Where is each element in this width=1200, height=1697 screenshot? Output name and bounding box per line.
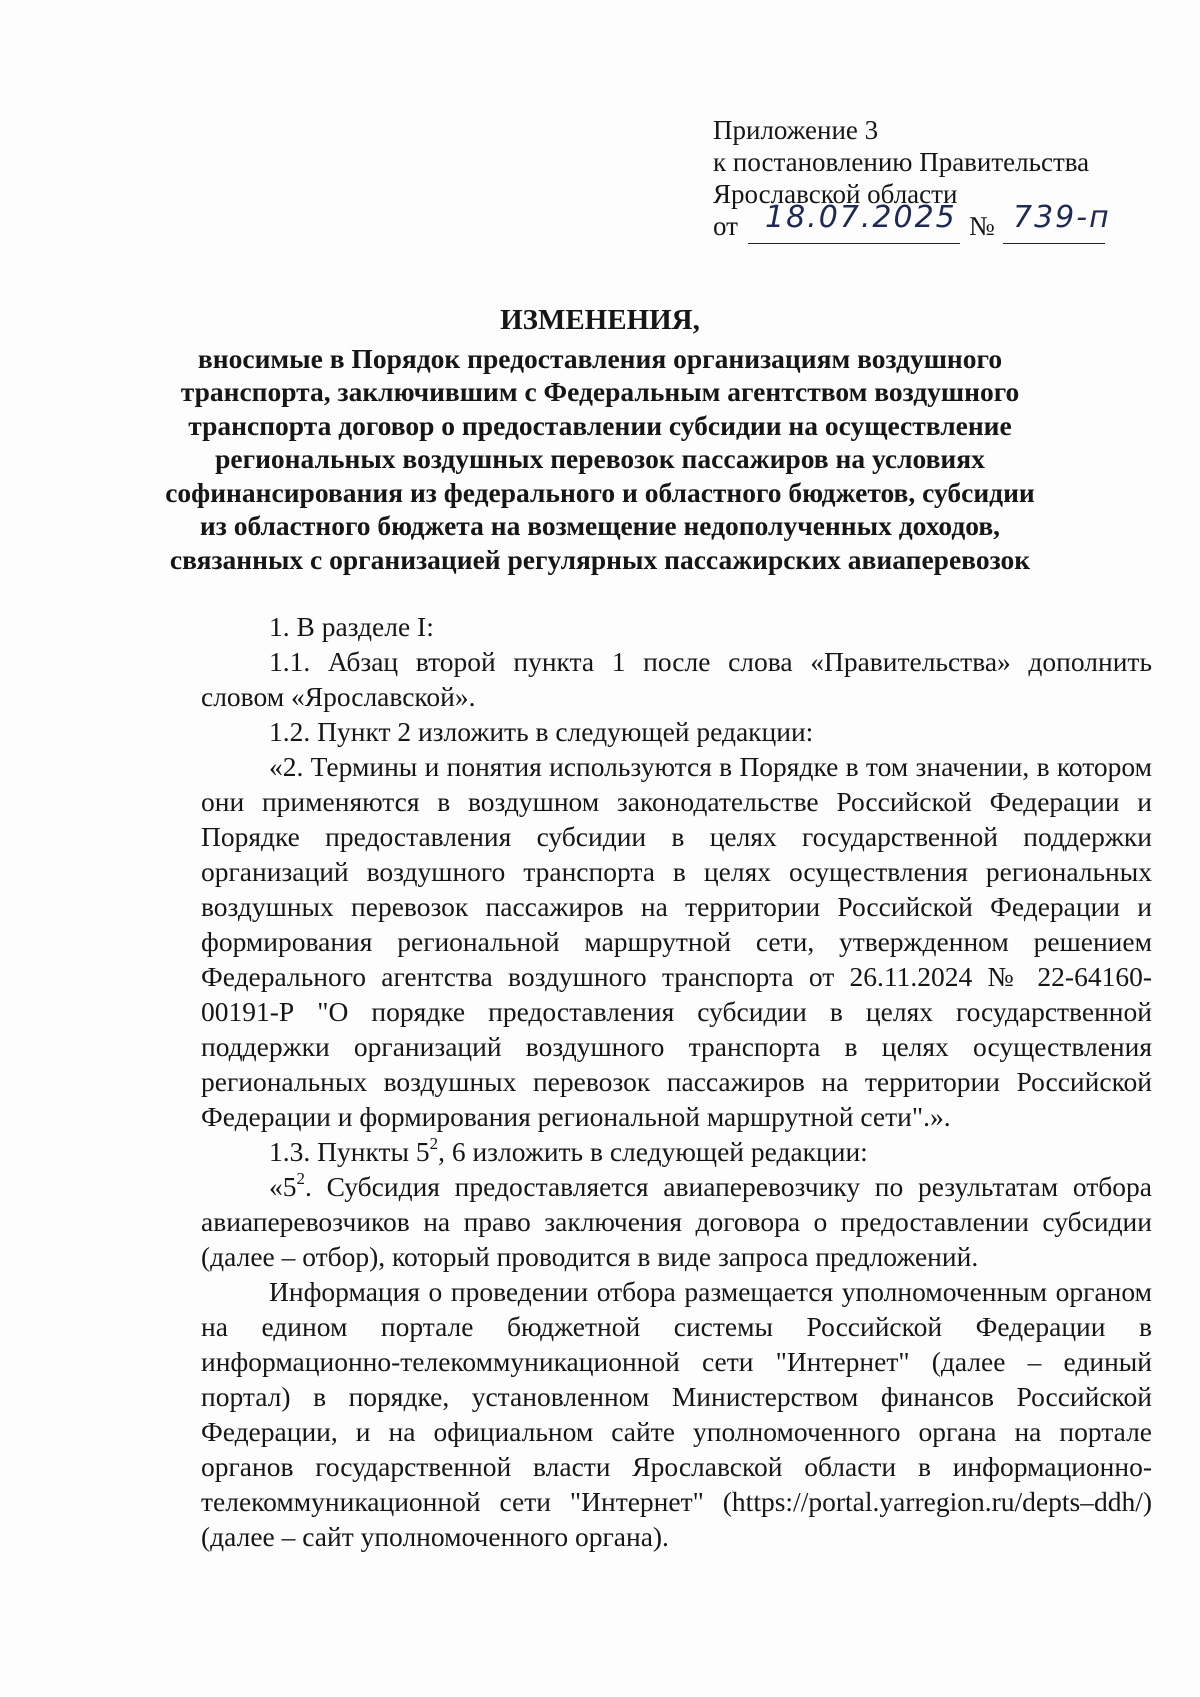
title-main: ИЗМЕНЕНИЯ, — [500, 304, 700, 336]
date-underline — [748, 243, 960, 244]
paragraph-section-1: 1. В разделе I: — [269, 611, 434, 642]
appendix-header — [713, 114, 1153, 250]
number-prefix: № — [969, 211, 995, 241]
title-line: транспорта, заключившим с Федеральным агентством воздушного — [180, 376, 1020, 407]
date-prefix: от — [713, 211, 738, 241]
paragraph-1-1: 1.1. Абзац второй пункта 1 после слова «Правительства» дополнить словом «Ярославской». — [201, 646, 1152, 712]
paragraph-1-2: 1.2. Пункт 2 изложить в следующей редакции: — [269, 716, 814, 747]
paragraph-1-3-text: 1.3. Пункты 5 — [269, 1136, 430, 1167]
title-line: транспорта договор о предоставлении субсидии на осуществление — [188, 409, 1012, 441]
document-title — [0, 304, 1200, 576]
paragraph-1-3-text-rest: , 6 изложить в следующей редакции: — [438, 1136, 868, 1167]
paragraph-clause-5-2 — [201, 1169, 1152, 1274]
paragraph-clause-2: «2. Термины и понятия используются в Порядке в том значении, в котором они применяются в воздушном законодательстве Российской Федерации и Порядке предоставления субсидии в целях государственной поддержки организаций воздушного транспорта в целях осуществления региональных воздушных перевозок пассажиров на территории Российской Федерации и формирования региональной маршрутной сети, утвержденном решением Федерального агентства воздушного транспорта от 26.11.2024 № 22-64160-00191-Р "О порядке предоставления субсидии в целях государственной поддержки организаций воздушного транспорта в целях осуществления региональных воздушных перевозок пассажиров на территории Российской Федерации и формирования региональной маршрутной сети".». — [201, 751, 1152, 1132]
superscript: 2 — [296, 1168, 305, 1188]
title-line: софинансирования из федерального и областного бюджетов, субсидии — [165, 476, 1035, 508]
title-line: из областного бюджета на возмещение недополученных доходов, — [199, 510, 1001, 541]
registration-line — [713, 200, 1153, 250]
title-line: региональных воздушных перевозок пассажиров на условиях — [215, 443, 985, 474]
paragraph-selection-info: Информация о проведении отбора размещается уполномоченным органом на едином портале бюджетной системы Российской Федерации в информационно-телекоммуникационной сети "Интернет" (далее – единый портал) в порядке, установленном Министерством финансов Российской Федерации, и на официальном сайте уполномоченного органа на портале органов государственной власти Ярославской области в информационно-телекоммуникационной сети "Интернет" (https://portal.yarregion.ru/depts–ddh/) (далее – сайт уполномоченного органа). — [201, 1276, 1152, 1552]
number-underline — [1003, 243, 1105, 244]
clause-5-2-text-rest: . Субсидия предоставляется авиаперевозчику по результатам отбора авиаперевозчиков на право заключения договора о предоставлении субсидии (далее – отбор), который проводится в виде запроса предложений. — [201, 1171, 1152, 1272]
appendix-number: Приложение 3 — [713, 115, 879, 145]
document-body — [201, 609, 1152, 1554]
paragraph-1-3 — [201, 1134, 1152, 1169]
title-line: вносимые в Порядок предоставления организациям воздушного — [197, 342, 1003, 374]
handwritten-number: 739-п — [1013, 200, 1111, 235]
appendix-region: Ярославской области — [713, 179, 958, 209]
appendix-resolution-ref: к постановлению Правительства — [713, 147, 1090, 177]
handwritten-date: 18.07.2025 — [765, 200, 957, 235]
superscript: 2 — [429, 1133, 439, 1153]
clause-5-2-text: «5 — [269, 1171, 297, 1202]
title-line: связанных с организацией регулярных пассажирских авиаперевозок — [169, 543, 1031, 575]
